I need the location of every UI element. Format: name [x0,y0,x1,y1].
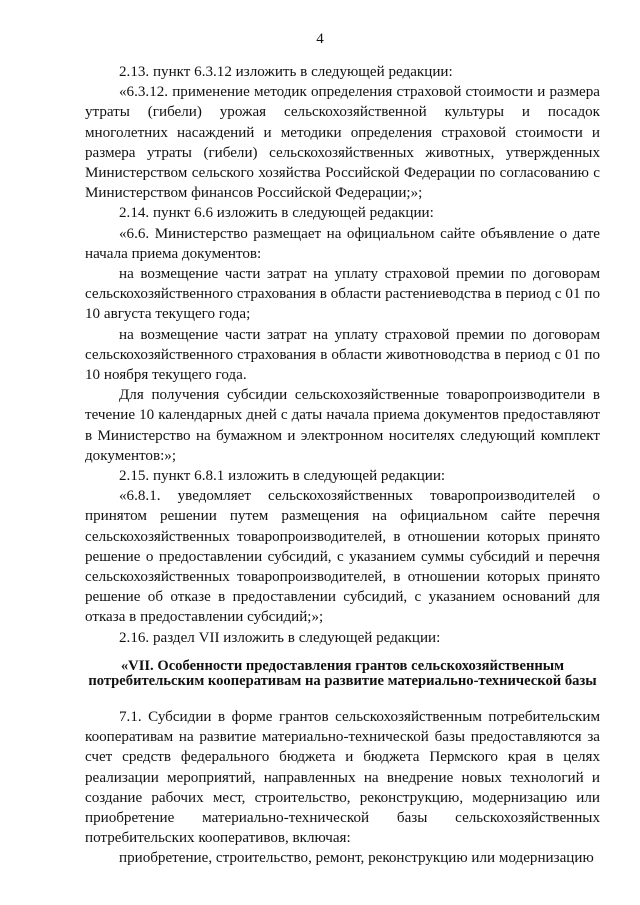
section-heading: «VII. Особенности предоставления грантов сельскохозяйственным потребительским кооперативам на развитие материально-технической базы [88,657,597,689]
paragraph-6-6: «6.6. Министерство размещает на официальном сайте объявление о дате начала приема документов: [85,225,600,262]
paragraph-2-13: 2.13. пункт 6.3.12 изложить в следующей редакции: [119,64,453,80]
paragraph-7-1: 7.1. Субсидии в форме грантов сельскохозяйственным потребительским кооперативам на развитие материально-технической базы предоставляются за счет средств федерального бюджета и бюджета Пермского края в целях реализации мероприятий, направленных на внедрение новых технологий и создание рабочих мест, строительство, реконструкцию, модернизацию или приобретение материально-технической базы сельскохозяйственных потребительских кооперативов, включая: [85,708,600,847]
paragraph-6-8-1: «6.8.1. уведомляет сельскохозяйственных товаропроизводителей о принятом решении путем размещения на официальном сайте перечня сельскохозяйственных товаропроизводителей, в отношении которых принято решение о предоставлении субсидий, с указанием суммы субсидий и перечня сельскохозяйственных товаропроизводителей, в отношении которых принято решение об отказе в предоставлении субсидий, с указанием оснований для отказа в предоставлении субсидий;»; [85,488,600,626]
paragraph-documents: Для получения субсидии сельскохозяйственные товаропроизводители в течение 10 календарных дней с даты начала приема документов предоставляют в Министерство на бумажном и электронном носителях следующий комплект документов:»; [85,387,600,464]
paragraph-crop-insurance: на возмещение части затрат на уплату страховой премии по договорам сельскохозяйственного страхования в области растениеводства в период с 01 по 10 августа текущего года; [85,266,600,323]
paragraph-2-15: 2.15. пункт 6.8.1 изложить в следующей редакции: [119,468,446,485]
paragraph-acquisition: приобретение, строительство, ремонт, реконструкцию или модернизацию [119,850,594,867]
document-body [85,62,600,869]
paragraph-2-14: 2.14. пункт 6.6 изложить в следующей редакции: [119,205,434,222]
page-number: 4 [316,31,324,47]
paragraph-livestock-insurance: на возмещение части затрат на уплату страховой премии по договорам сельскохозяйственного страхования в области животноводства в период с 01 по 10 ноября текущего года. [85,326,600,384]
paragraph-2-16: 2.16. раздел VII изложить в следующей редакции: [119,629,441,646]
paragraph-6-3-12: «6.3.12. применение методик определения страховой стоимости и размера утраты (гибели) урожая сельскохозяйственной культуры и посадок многолетних насаждений и методики определения страховой стоимости и размера утраты (гибели) сельскохозяйственных животных, утвержденных Министерством сельского хозяйства Российской Федерации по согласованию с Министерством финансов Российской Федерации;»; [85,84,600,202]
